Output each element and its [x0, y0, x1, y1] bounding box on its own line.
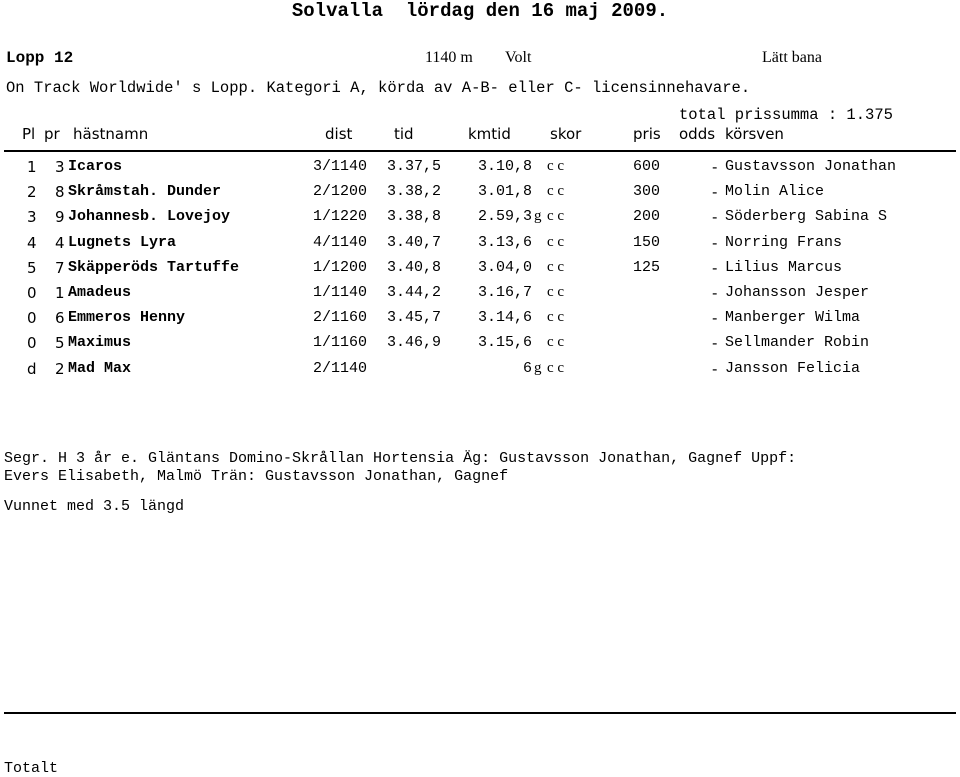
- cell-tid: 3.37,5: [387, 158, 442, 175]
- winner-details-line1: Segr. H 3 år e. Gläntans Domino-Skrållan Hortensia Äg: Gustavsson Jonathan, Gagnef Uppf:: [4, 450, 797, 467]
- col-skor: skor: [550, 125, 582, 143]
- cell-kmtid: 2.59,3: [477, 208, 532, 226]
- cell-pr: 4: [55, 233, 65, 252]
- cell-pl: d: [27, 359, 37, 378]
- cell-pr: 9: [55, 208, 65, 227]
- col-dist: dist: [325, 125, 353, 143]
- col-kmtid: kmtid: [468, 125, 511, 143]
- cell-dash: -: [712, 208, 718, 227]
- cell-name: Johannesb. Lovejoy: [68, 208, 231, 226]
- cell-skor: c c: [547, 284, 565, 300]
- cell-kmtid: 3.04,0: [477, 258, 532, 276]
- cell-name: Mad Max: [68, 359, 132, 377]
- cell-skor: c c: [547, 158, 565, 174]
- race-type: Volt: [505, 49, 532, 66]
- cell-dist: 4/1140: [313, 233, 368, 251]
- cell-pl: 4: [27, 233, 37, 252]
- cell-pr: 1: [55, 284, 65, 302]
- col-pl: Pl: [22, 125, 36, 143]
- cell-dist: 1/1200: [313, 258, 368, 276]
- cell-dist: 2/1200: [313, 183, 368, 201]
- cell-skor: c c: [547, 258, 565, 275]
- cell-skor: c c: [547, 208, 565, 225]
- cell-dash: -: [712, 334, 718, 353]
- cell-name: Skäpperöds Tartuffe: [68, 258, 240, 276]
- cell-dash: -: [712, 258, 718, 277]
- cell-kmtid: 3.01,8: [477, 183, 532, 201]
- cell-tid: 3.44,2: [387, 284, 442, 301]
- cell-dash: -: [712, 158, 718, 176]
- page-title: Solvalla lördag den 16 maj 2009.: [291, 0, 669, 22]
- winner-details-line2: Evers Elisabeth, Malmö Trän: Gustavsson Jonathan, Gagnef: [4, 468, 509, 485]
- cell-tid: 3.46,9: [387, 334, 442, 352]
- header-divider: [4, 150, 956, 152]
- cell-dist: 3/1140: [313, 158, 368, 175]
- cell-kmtid: 3.15,6: [477, 334, 532, 352]
- cell-pl: 1: [27, 158, 37, 176]
- cell-kmtid: 3.10,8: [477, 158, 532, 175]
- cell-pl: 0: [27, 284, 37, 302]
- cell-dash: -: [712, 359, 718, 378]
- col-odds: odds: [679, 125, 716, 143]
- cell-kmtid: 3.14,6: [477, 309, 532, 327]
- cell-skor: c c: [547, 309, 565, 326]
- cell-dist: 2/1140: [313, 359, 368, 377]
- cell-pl: 3: [27, 208, 37, 227]
- cell-dist: 1/1140: [313, 284, 368, 301]
- cell-dist: 1/1220: [313, 208, 368, 226]
- cell-driver: Jansson Felicia: [725, 359, 861, 377]
- track-condition: Lätt bana: [762, 49, 822, 66]
- cell-tid: 3.38,2: [387, 183, 442, 201]
- cell-g: g: [534, 359, 542, 376]
- cell-pris: 200: [633, 208, 661, 226]
- cell-driver: Manberger Wilma: [725, 309, 861, 327]
- total-label: Totalt: [4, 760, 59, 777]
- cell-dist: 1/1160: [313, 334, 368, 352]
- cell-pris: 300: [633, 183, 661, 201]
- cell-pris: 150: [633, 233, 661, 251]
- cell-kmtid: 3.13,6: [477, 233, 532, 251]
- col-pris: pris: [633, 125, 661, 143]
- cell-name: Emmeros Henny: [68, 309, 186, 327]
- cell-driver: Johansson Jesper: [725, 284, 870, 301]
- cell-name: Amadeus: [68, 284, 132, 301]
- cell-g: g: [534, 208, 542, 225]
- cell-dist: 2/1160: [313, 309, 368, 327]
- col-tid: tid: [394, 125, 414, 143]
- cell-pr: 8: [55, 183, 65, 202]
- winning-margin: Vunnet med 3.5 längd: [4, 498, 185, 515]
- cell-skor: c c: [547, 233, 565, 250]
- race-distance: 1140 m: [425, 49, 473, 66]
- cell-tid: 3.40,8: [387, 258, 442, 276]
- cell-pr: 7: [55, 258, 65, 277]
- cell-name: Icaros: [68, 158, 123, 175]
- cell-name: Maximus: [68, 334, 132, 352]
- col-driver: körsven: [725, 125, 784, 143]
- cell-pl: 5: [27, 258, 37, 277]
- race-description: On Track Worldwide' s Lopp. Kategori A, körda av A-B- eller C- licensinnehavare.: [6, 79, 751, 97]
- cell-pl: 0: [27, 309, 37, 328]
- race-label: Lopp 12: [6, 49, 74, 67]
- cell-driver: Gustavsson Jonathan: [725, 158, 897, 175]
- cell-pl: 2: [27, 183, 37, 202]
- cell-driver: Söderberg Sabina S: [725, 208, 888, 226]
- cell-dash: -: [712, 309, 718, 328]
- cell-pr: 3: [55, 158, 65, 176]
- cell-name: Lugnets Lyra: [68, 233, 177, 251]
- cell-skor: c c: [547, 183, 565, 200]
- cell-tid: 3.45,7: [387, 309, 442, 327]
- cell-skor: c c: [547, 334, 565, 351]
- total-prize: total prissumma : 1.375: [679, 106, 893, 124]
- cell-pr: 6: [55, 309, 65, 328]
- col-pr: pr: [44, 125, 60, 143]
- cell-kmtid: 3.16,7: [477, 284, 532, 301]
- cell-driver: Sellmander Robin: [725, 334, 870, 352]
- cell-pr: 5: [55, 334, 65, 353]
- cell-tid: 3.40,7: [387, 233, 442, 251]
- cell-dash: -: [712, 183, 718, 202]
- cell-pris: 600: [633, 158, 661, 175]
- cell-pl: 0: [27, 334, 37, 353]
- cell-pr: 2: [55, 359, 65, 378]
- cell-driver: Molin Alice: [725, 183, 825, 201]
- cell-kmtid: 6: [522, 359, 532, 377]
- cell-dash: -: [712, 233, 718, 252]
- cell-driver: Lilius Marcus: [725, 258, 843, 276]
- cell-name: Skråmstah. Dunder: [68, 183, 222, 201]
- cell-tid: 3.38,8: [387, 208, 442, 226]
- col-name: hästnamn: [73, 125, 149, 143]
- cell-pris: 125: [633, 258, 661, 276]
- cell-driver: Norring Frans: [725, 233, 843, 251]
- footer-divider: [4, 712, 956, 714]
- cell-dash: -: [712, 284, 718, 302]
- cell-skor: c c: [547, 359, 565, 376]
